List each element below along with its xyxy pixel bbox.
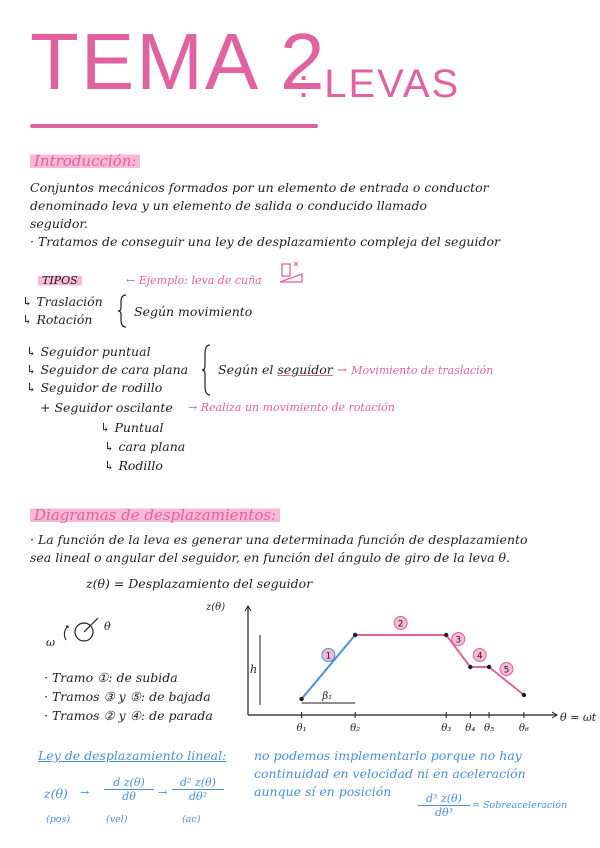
legend-rise: · Tramo ①: de subida xyxy=(44,670,178,685)
follower-item-roller: ↳ Seguidor de rodillo xyxy=(26,380,163,395)
theta-symbol: θ xyxy=(104,620,111,633)
page-subtitle: : LEVAS xyxy=(298,62,461,106)
movement-item-translation: ↳ Traslación xyxy=(22,294,103,309)
follower-brace xyxy=(202,344,212,396)
arrow-2: → xyxy=(158,786,168,799)
follower-note: Según el seguidor → Movimiento de traslación xyxy=(218,362,494,377)
z-definition: z(θ) = Desplazamiento del seguidor xyxy=(86,576,313,591)
segment-number-3: 3 xyxy=(455,635,462,646)
legend-fall: · Tramos ③ y ⑤: de bajada xyxy=(44,689,211,704)
x-tick-label-6: θ₆ xyxy=(518,723,529,734)
segment-number-5: 5 xyxy=(503,665,510,676)
segment-number-1: 1 xyxy=(325,651,332,662)
cam-sketch-icon xyxy=(60,606,110,656)
data-point-1 xyxy=(299,697,303,701)
wedge-cam-icon xyxy=(276,258,308,290)
label-ac: (ac) xyxy=(182,814,201,825)
x-axis-label: θ = ωt xyxy=(560,711,597,724)
x-tick-label-2: θ₂ xyxy=(350,723,361,734)
data-point-6 xyxy=(522,693,526,697)
intro-heading: Introducción: xyxy=(30,152,140,170)
movement-item-rotation: ↳ Rotación xyxy=(22,312,93,327)
oscillating-note: → Realiza un movimiento de rotación xyxy=(188,401,395,414)
x-tick-label-1: θ₁ xyxy=(296,723,307,734)
x-tick-label-4: θ₄ xyxy=(465,723,476,734)
oscillating-sub-roller: ↳ Rodillo xyxy=(104,458,163,473)
follower-item-point: ↳ Seguidor puntual xyxy=(26,344,151,359)
data-point-3 xyxy=(444,633,448,637)
tipos-label: TIPOS xyxy=(38,274,82,287)
intro-line-2: denominado leva y un elemento de salida o conducido llamado xyxy=(30,198,428,213)
label-vel: (vel) xyxy=(106,814,128,825)
segment-number-4: 4 xyxy=(476,651,483,662)
movement-brace xyxy=(118,294,128,328)
oscillating-sub-flat: ↳ cara plana xyxy=(104,439,186,454)
label-pos: (pos) xyxy=(46,814,71,825)
intro-line-1: Conjuntos mecánicos formados por un elemento de entrada o conductor xyxy=(30,180,489,195)
ley-note-1: no podemos implementarlo porque no hay xyxy=(254,748,522,763)
x-tick-label-3: θ₃ xyxy=(441,723,452,734)
segment-1 xyxy=(302,635,356,699)
d3z-fraction: d³ z(θ) dθ³ xyxy=(418,792,470,819)
z-position: z(θ) xyxy=(44,786,68,801)
title-underline xyxy=(30,124,318,128)
legend-dwell: · Tramos ② y ④: de parada xyxy=(44,708,213,723)
movement-note: Según movimiento xyxy=(134,304,253,319)
oscillating-sub-point: ↳ Puntual xyxy=(100,420,164,435)
beta-label: β₁ xyxy=(322,691,333,702)
x-tick-label-5: θ₅ xyxy=(484,723,495,734)
intro-line-3: seguidor. xyxy=(30,216,88,231)
diagramas-line-2: sea lineal o angular del seguidor, en función del ángulo de giro de la leva θ. xyxy=(30,550,511,565)
omega-symbol: ω xyxy=(46,636,55,649)
diagramas-line-1: · La función de la leva es generar una determinada función de desplazamiento xyxy=(30,532,528,547)
ley-heading: Ley de desplazamiento lineal: xyxy=(38,748,227,763)
tipos-example: ← Ejemplo: leva de cuña xyxy=(126,274,262,287)
data-point-5 xyxy=(487,665,491,669)
displacement-chart xyxy=(200,600,597,735)
dz-fraction: d z(θ) dθ xyxy=(104,776,154,803)
jerk-label: = Sobreaceleración xyxy=(472,800,568,811)
page-title: TEMA 2 xyxy=(30,17,327,106)
follower-item-flat: ↳ Seguidor de cara plana xyxy=(26,362,189,377)
ley-note-2: continuidad en velocidad ni en aceleración xyxy=(254,766,526,781)
segment-number-2: 2 xyxy=(397,619,404,630)
ley-note-3: aunque sí en posición xyxy=(254,784,392,799)
h-label: h xyxy=(250,663,258,676)
d2z-fraction: d² z(θ) dθ² xyxy=(172,776,224,803)
data-point-4 xyxy=(468,665,472,669)
data-point-2 xyxy=(353,633,357,637)
intro-line-4: · Tratamos de conseguir una ley de desplazamiento compleja del seguidor xyxy=(30,234,500,249)
arrow-1: → xyxy=(80,786,90,799)
diagramas-heading: Diagramas de desplazamientos: xyxy=(30,506,280,524)
oscillating-follower: + Seguidor oscilante xyxy=(40,400,173,415)
y-axis-label: z(θ) xyxy=(206,602,226,613)
